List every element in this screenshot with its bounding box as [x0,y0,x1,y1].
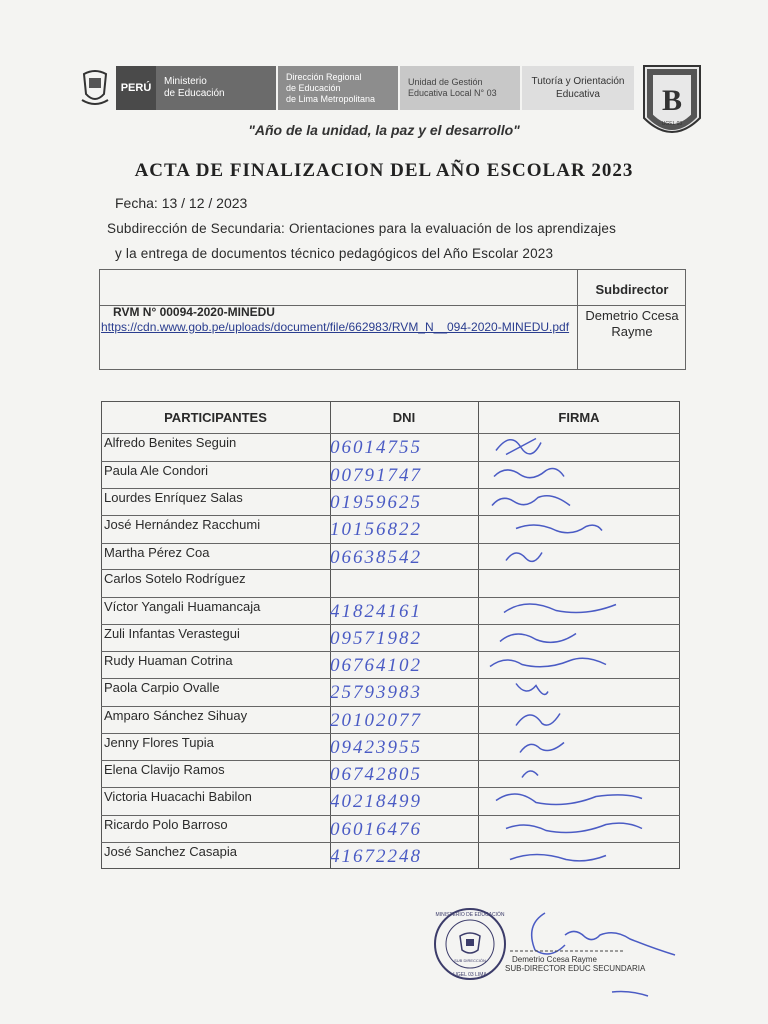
participant-name: Carlos Sotelo Rodríguez [104,571,246,586]
participant-signature [486,785,656,816]
ministry-seal-icon [432,906,508,982]
office-line-1: Tutoría y Orientación [531,76,625,87]
participant-dni: 41824161 [330,601,422,622]
participant-signature [486,513,656,544]
table-column-divider [478,401,479,869]
participant-dni: 01959625 [330,492,422,513]
pen-mark-icon [610,988,650,1000]
participant-dni: 40218499 [330,791,422,812]
participant-name: Zuli Infantas Verastegui [104,626,240,641]
participant-dni: 06742805 [330,764,422,785]
participant-name: Amparo Sánchez Sihuay [104,708,248,723]
header-dni: DNI [392,410,416,425]
participant-name: Victoria Huacachi Babilon [104,789,252,804]
participant-dni: 00791747 [330,465,422,486]
participant-signature [486,840,656,871]
subdirector-header: Subdirector [595,282,669,297]
participant-name: Alfredo Benites Seguin [104,435,237,450]
document-title: ACTA DE FINALIZACION DEL AÑO ESCOLAR 2023 [134,160,634,181]
signer-name: Demetrio Ccesa Rayme [512,955,597,964]
participant-name: José Hernández Racchumi [104,517,261,532]
participant-dni: 25793983 [330,682,422,703]
seal-bottom: UGEL 03 LIMA [453,972,487,978]
seal-text: MINISTERIO DE EDUCACIÓN [435,912,505,918]
regional-line-2: de Educación [286,82,341,93]
participant-signature [486,676,656,707]
signer-role: SUB-DIRECTOR EDUC SECUNDARIA [505,964,646,973]
ministry-line-1: Ministerio [164,76,207,87]
participant-dni: 06014755 [330,437,422,458]
document-date: Fecha: 13 / 12 / 2023 [115,195,248,211]
participant-signature [486,431,656,462]
subdirector-name: Demetrio Ccesa Rayme [585,308,679,339]
year-motto: "Año de la unidad, la paz y el desarrollo" [248,122,520,138]
header-firma: FIRMA [558,410,600,425]
participant-name: Ricardo Polo Barroso [104,817,228,832]
participant-dni: 09571982 [330,628,422,649]
seal-sub: SUB DIRECCIÓN [454,958,486,963]
participant-name: Paula Ale Condori [104,463,209,478]
office-line-2: Educativa [556,89,600,100]
participant-name: Lourdes Enríquez Salas [104,490,243,505]
participant-name: Elena Clavijo Ramos [104,762,225,777]
peru-label: PERÚ [116,66,156,110]
rvm-reference: RVM N° 00094-2020-MINEDU [113,305,275,319]
school-logo-sub: UGEL 03 [661,121,683,127]
ministry-label [156,66,276,110]
table-row-divider [101,569,680,570]
participant-dni: 06638542 [330,547,422,568]
ugel-label [400,66,520,110]
regional-directorate-label [278,66,398,110]
header-participantes: PARTICIPANTES [164,410,267,425]
ugel-line-1: Unidad de Gestión [408,77,483,87]
subdireccion-line-2: y la entrega de documentos técnico pedagógicos del Año Escolar 2023 [115,246,554,261]
participant-name: Jenny Flores Tupia [104,735,214,750]
regional-line-1: Dirección Regional [286,71,362,82]
participant-dni: 41672248 [330,846,422,867]
participant-dni: 09423955 [330,737,422,758]
peru-coat-of-arms-icon [80,68,110,108]
participant-name: Rudy Huaman Cotrina [104,653,233,668]
rvm-link[interactable]: https://cdn.www.gob.pe/uploads/document/file/662983/RVM_N__094-2020-MINEDU.pdf [101,320,570,334]
subdireccion-line-1: Subdirección de Secundaria: Orientaciones para la evaluación de los aprendizajes [107,221,617,236]
participant-signature [486,541,656,572]
participant-name: Martha Pérez Coa [104,545,210,560]
participant-dni: 06016476 [330,819,422,840]
participant-dni: 10156822 [330,519,422,540]
office-label [522,66,634,110]
participant-name: Paola Carpio Ovalle [104,680,220,695]
school-logo-letter: B [661,84,683,117]
participant-name: Víctor Yangali Huamancaja [104,599,261,614]
participant-dni: 06764102 [330,655,422,676]
regional-line-3: de Lima Metropolitana [286,93,376,104]
participant-dni: 20102077 [330,710,422,731]
ministry-line-2: de Educación [164,88,225,99]
participant-name: José Sanchez Casapia [104,844,237,859]
ugel-line-2: Educativa Local N° 03 [408,88,497,98]
